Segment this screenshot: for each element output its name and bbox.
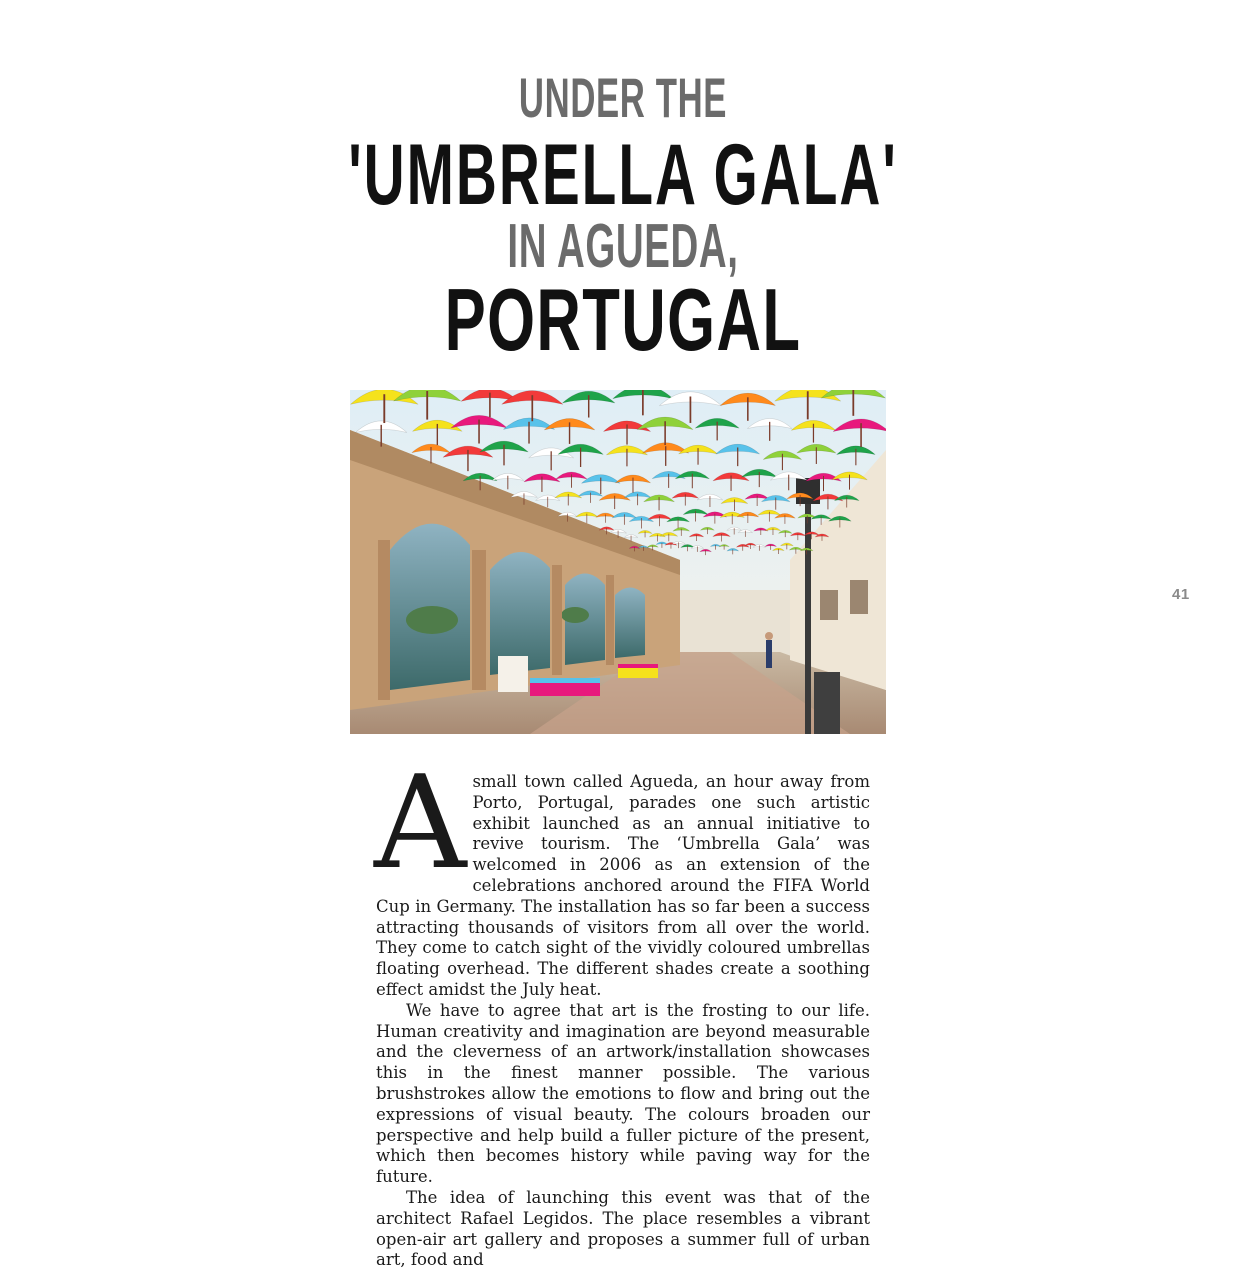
photo-illustration [350, 390, 886, 734]
headline-line-2: 'UMBRELLA GALA' [348, 127, 898, 223]
page-number: 41 [1172, 586, 1190, 603]
headline-line-4: PORTUGAL [444, 270, 802, 369]
article-paragraph-1 [374, 749, 870, 1001]
drop-cap: A [374, 749, 467, 898]
article-paragraph-2: We have to agree that art is the frosting to our life. Human creativity and imagination are beyond measurable and the cleverness of an artwork/installation showcases this in the finest manner possible. The various brushstrokes allow the emotions to flow and bring out the expressions of visual beauty. The colours broaden our perspective and help build a fuller picture of the present, which then becomes history while paving way for the future. [376, 1000, 870, 1187]
umbrella-street-photo [350, 390, 886, 734]
article-paragraph-1-text: small town called Agueda, an hour away from Porto, Portugal, parades one such artistic exhibit launched as an annual initiative to revive tourism. The ‘Umbrella Gala’ was welcomed in 2006 as an extension of the celebrations anchored around the FIFA World Cup in Germany. The installation has so far been a success attracting thousands of visitors from all over the world. They come to catch sight of the vividly coloured umbrellas floating overhead. The different shades create a soothing effect amidst the July heat. [376, 772, 870, 999]
article-body [374, 749, 870, 1271]
article-paragraph-3: The idea of launching this event was that of the architect Rafael Legidos. The place resembles a vibrant open-air art gallery and proposes a summer full of urban art, food and [376, 1187, 870, 1270]
headline-line-3: IN AGUEDA, [507, 212, 739, 281]
headline-line-1: UNDER THE [518, 66, 728, 129]
